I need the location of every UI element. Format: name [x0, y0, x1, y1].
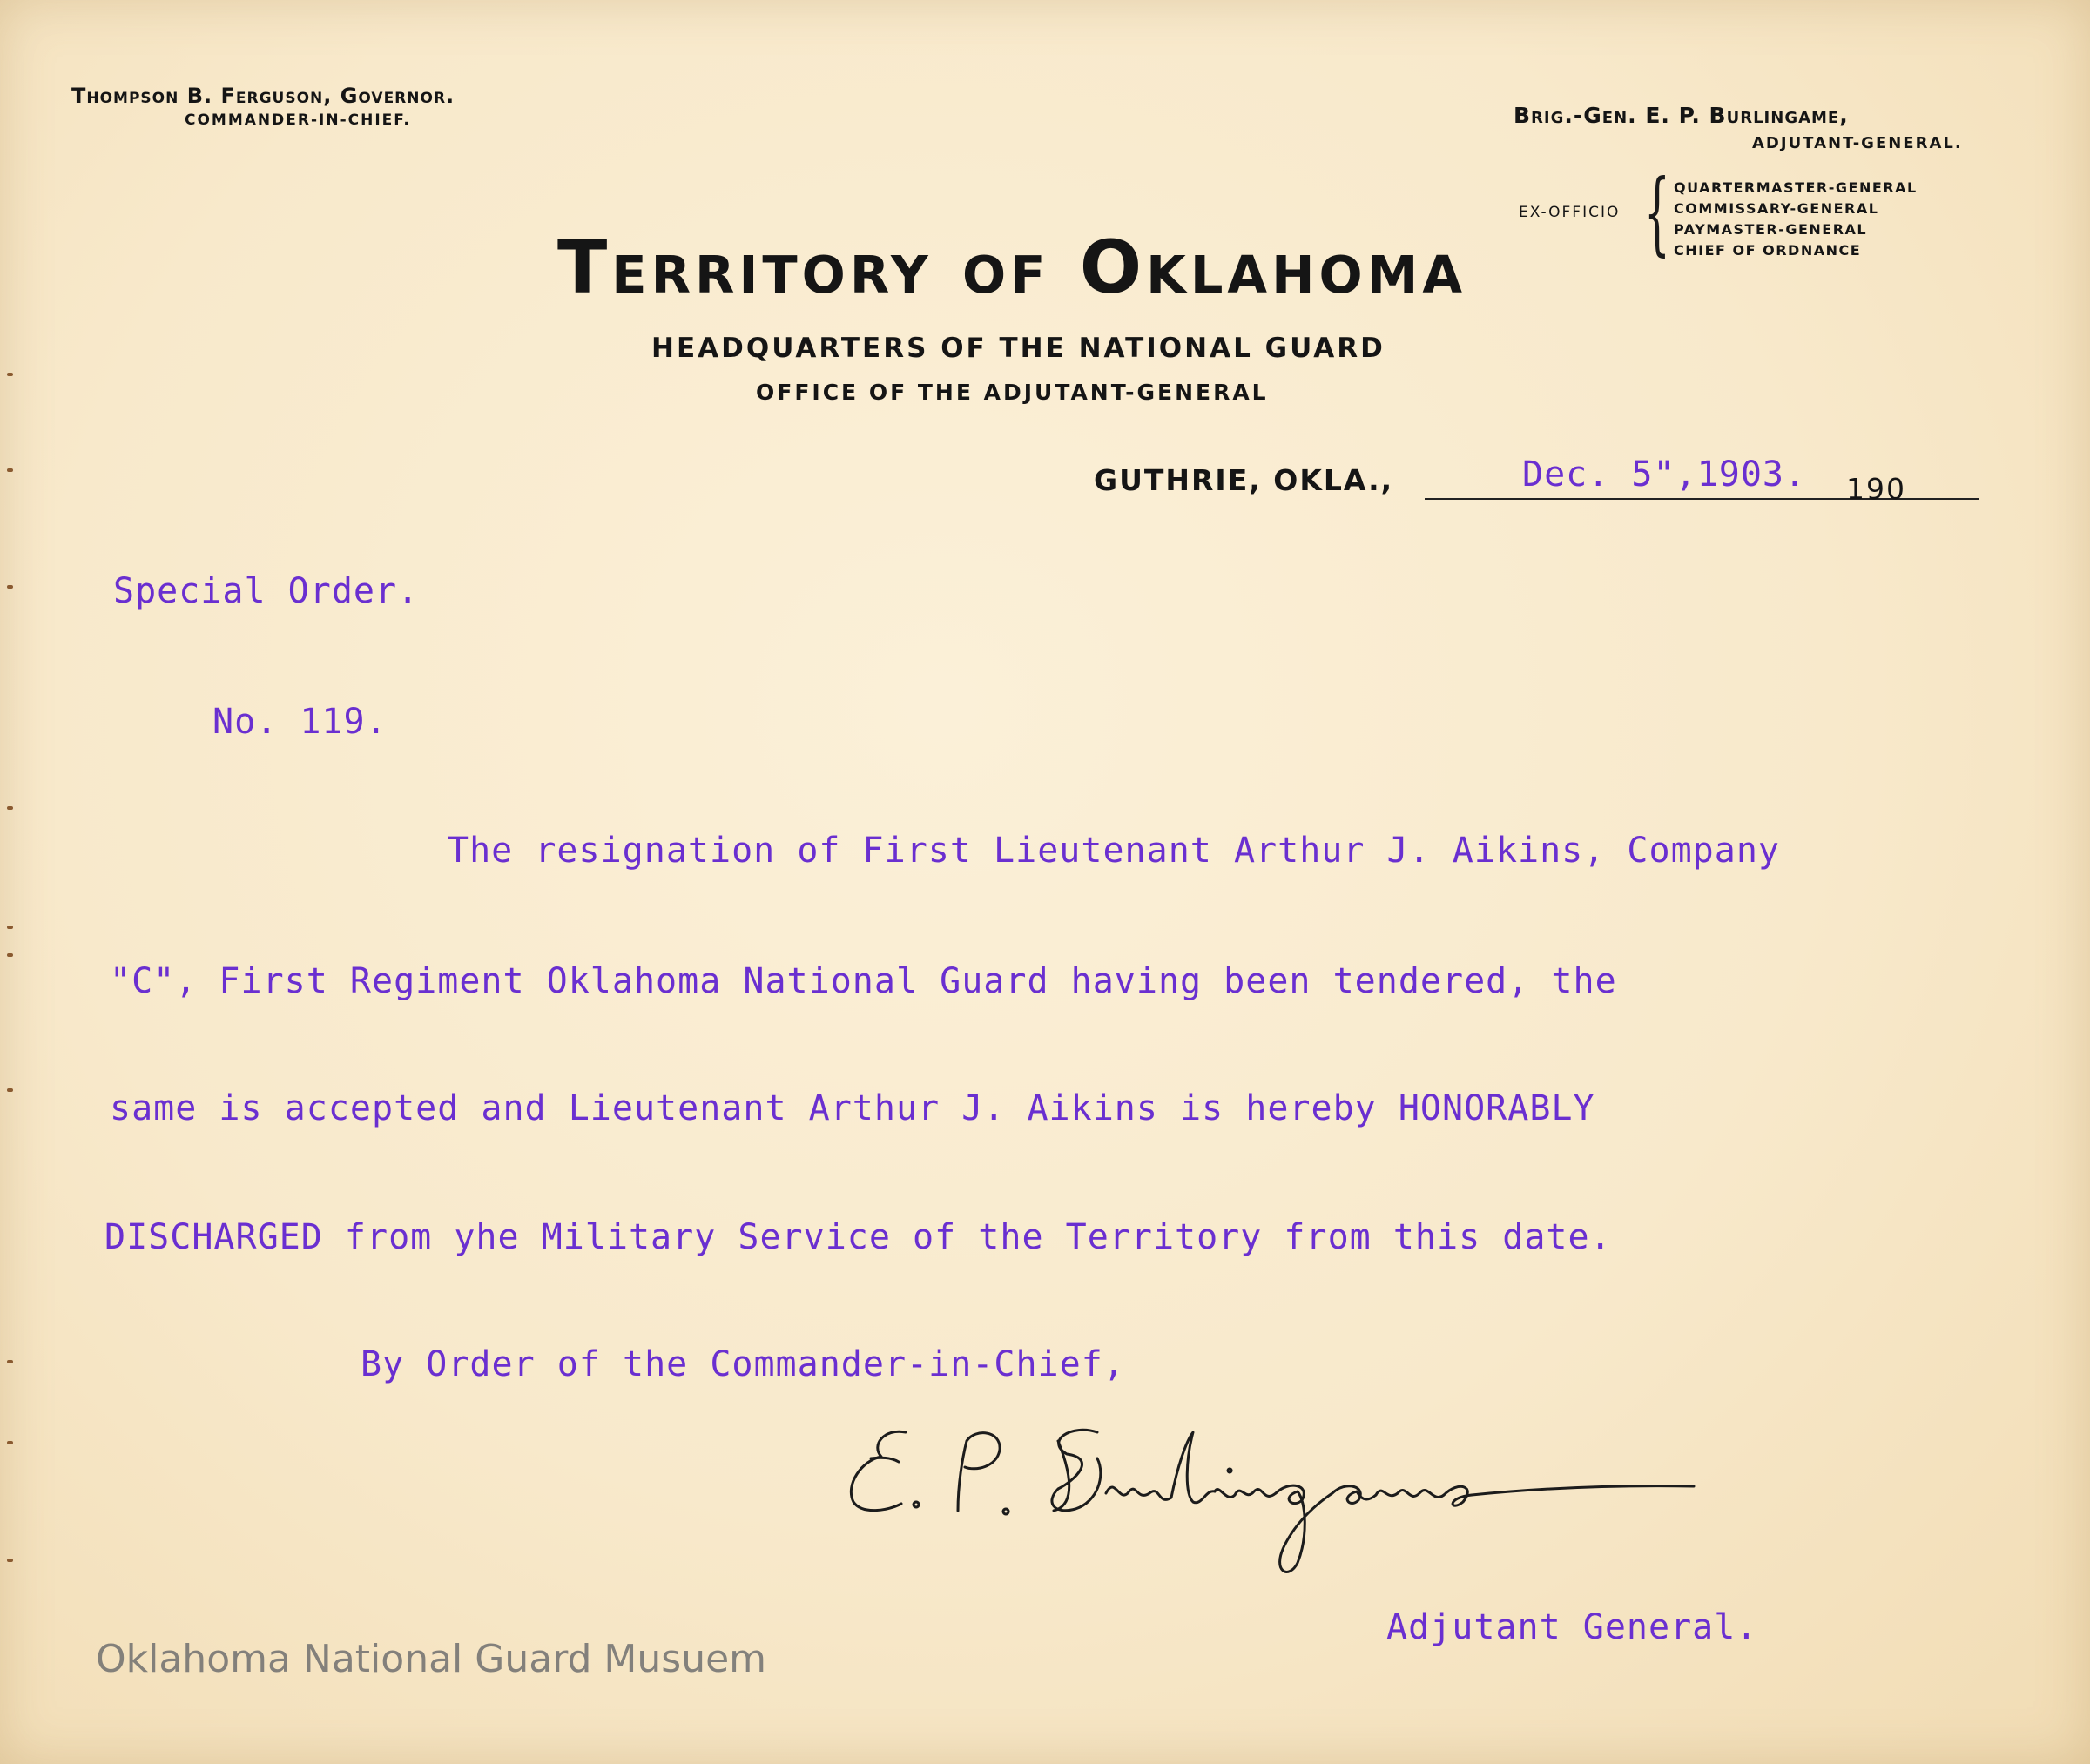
order-body-line: DISCHARGED from yhe Military Service of the Territory from this date. — [104, 1217, 1612, 1257]
signature-image — [836, 1406, 1724, 1589]
punch-mark — [7, 1088, 13, 1092]
signer-title: Adjutant General. — [1386, 1607, 1758, 1647]
year-prefix: 190 — [1846, 472, 1906, 506]
order-body-line: "C", First Regiment Oklahoma National Guard having been tendered, the — [110, 961, 1617, 1001]
order-date: Dec. 5",1903. — [1522, 454, 1807, 495]
ex-officio-role: QUARTERMASTER-GENERAL — [1674, 179, 1918, 196]
punch-mark — [7, 1360, 13, 1363]
punch-mark — [7, 468, 13, 472]
ex-officio-label: EX-OFFICIO — [1519, 204, 1621, 221]
order-body-line: same is accepted and Lieutenant Arthur J. Aikins is hereby HONORABLY — [110, 1088, 1595, 1128]
place-label: GUTHRIE, OKLA., — [1094, 463, 1394, 497]
ex-officio-role: PAYMASTER-GENERAL — [1674, 221, 1868, 238]
letterhead-office: OFFICE OF THE ADJUTANT-GENERAL — [756, 380, 1269, 405]
order-closing: By Order of the Commander-in-Chief, — [361, 1344, 1125, 1384]
brace-glyph: { — [1644, 159, 1670, 266]
adjutant-name: Brig.-Gen. E. P. Burlingame, — [1514, 103, 1849, 128]
adjutant-title: ADJUTANT-GENERAL. — [1752, 134, 1963, 152]
punch-mark — [7, 373, 13, 376]
order-body-line: The resignation of First Lieutenant Arthur J. Aikins, Company — [448, 831, 1781, 871]
punch-mark — [7, 953, 13, 957]
museum-watermark: Oklahoma National Guard Musuem — [96, 1637, 767, 1681]
letterhead-subtitle: HEADQUARTERS OF THE NATIONAL GUARD — [651, 333, 1385, 364]
punch-mark — [7, 926, 13, 929]
governor-name: Thompson B. Ferguson, Governor. — [71, 84, 455, 108]
punch-mark — [7, 585, 13, 589]
governor-title: COMMANDER-IN-CHIEF. — [185, 111, 411, 129]
punch-mark — [7, 1559, 13, 1562]
punch-mark — [7, 1441, 13, 1444]
letterhead-title: Territory of Oklahoma — [557, 225, 1466, 310]
order-heading: Special Order. — [113, 571, 420, 611]
order-number: No. 119. — [212, 702, 388, 742]
ex-officio-role: CHIEF OF ORDNANCE — [1674, 242, 1862, 259]
punch-mark — [7, 806, 13, 810]
ex-officio-role: COMMISSARY-GENERAL — [1674, 200, 1879, 217]
